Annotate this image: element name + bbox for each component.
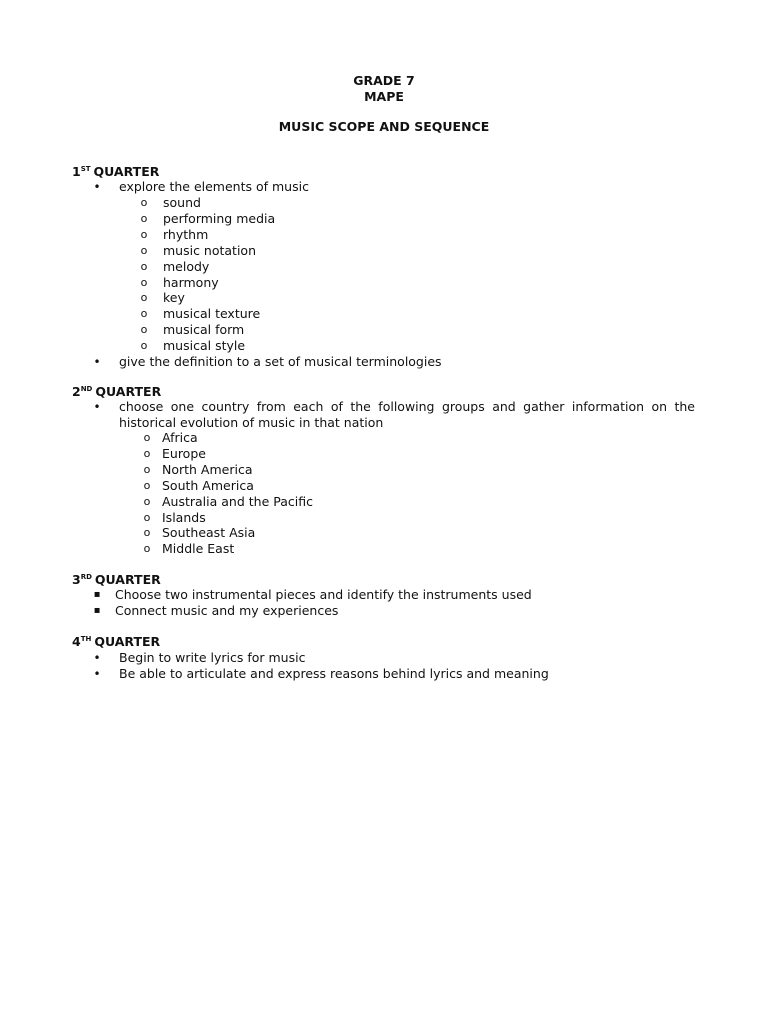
- bullet-text: give the definition to a set of musical terminologies: [119, 354, 442, 369]
- bullet-text: choose one country from each of the following groups and gather information on the historical evolution of music in that nation: [119, 399, 695, 430]
- list-item-text: Begin to write lyrics for music: [119, 650, 306, 665]
- list-item-text: harmony: [163, 274, 219, 290]
- grade-heading: GRADE 7: [353, 73, 415, 88]
- bullet-marker: •: [93, 651, 101, 665]
- list-item-text: musical texture: [163, 306, 261, 322]
- circle-bullet-marker: o: [140, 291, 148, 305]
- subject-heading: MAPE: [364, 89, 404, 104]
- circle-bullet-marker: o: [140, 307, 148, 321]
- bullet-marker: •: [93, 355, 101, 369]
- list-item-text: North America: [162, 461, 253, 477]
- circle-bullet-marker: o: [143, 542, 151, 556]
- list-item-text: Africa: [162, 430, 198, 445]
- list-item-text: Connect music and my experiences: [115, 603, 339, 618]
- bullet-marker: •: [93, 180, 101, 194]
- circle-bullet-marker: o: [143, 446, 151, 460]
- list-item-text: rhythm: [163, 226, 209, 242]
- bullet-marker: •: [93, 400, 101, 414]
- circle-bullet-marker: o: [140, 339, 148, 353]
- circle-bullet-marker: o: [140, 275, 148, 289]
- circle-bullet-marker: o: [143, 494, 151, 508]
- list-item-text: Europe: [162, 445, 206, 461]
- circle-bullet-marker: o: [143, 478, 151, 492]
- quarter-3-heading: 3RD QUARTER: [72, 572, 161, 587]
- quarter-2-heading: 2ND QUARTER: [72, 384, 162, 399]
- list-item-text: sound: [163, 195, 201, 210]
- list-item-text: key: [163, 290, 185, 306]
- circle-bullet-marker: o: [140, 196, 148, 209]
- circle-bullet-marker: o: [143, 431, 151, 444]
- list-item-text: Australia and the Pacific: [162, 493, 313, 509]
- bullet-text: explore the elements of music: [119, 179, 309, 194]
- list-item-text: Southeast Asia: [162, 525, 256, 541]
- bullet-marker: •: [93, 667, 101, 681]
- circle-bullet-marker: o: [140, 323, 148, 337]
- circle-bullet-marker: o: [140, 227, 148, 241]
- quarter-4-heading: 4TH QUARTER: [72, 634, 161, 649]
- circle-bullet-marker: o: [143, 510, 151, 524]
- quarter-1-heading: 1ST QUARTER: [72, 164, 160, 179]
- list-item-text: Middle East: [162, 541, 235, 557]
- list-item-text: South America: [162, 477, 254, 493]
- square-bullet-marker: ▪: [93, 589, 101, 600]
- list-item-text: Be able to articulate and express reasons behind lyrics and meaning: [119, 666, 549, 681]
- square-bullet-marker: ▪: [93, 605, 101, 616]
- list-item-text: music notation: [163, 242, 257, 258]
- circle-bullet-marker: o: [143, 462, 151, 476]
- circle-bullet-marker: o: [140, 259, 148, 273]
- document-title: MUSIC SCOPE AND SEQUENCE: [278, 119, 490, 134]
- list-item-text: melody: [163, 258, 210, 274]
- list-item-text: musical style: [163, 338, 246, 354]
- circle-bullet-marker: o: [140, 211, 148, 225]
- list-item-text: performing media: [163, 210, 276, 226]
- circle-bullet-marker: o: [143, 526, 151, 540]
- circle-bullet-marker: o: [140, 243, 148, 257]
- list-item-text: musical form: [163, 322, 245, 338]
- list-item-text: Islands: [162, 509, 206, 525]
- list-item-text: Choose two instrumental pieces and identify the instruments used: [115, 587, 532, 602]
